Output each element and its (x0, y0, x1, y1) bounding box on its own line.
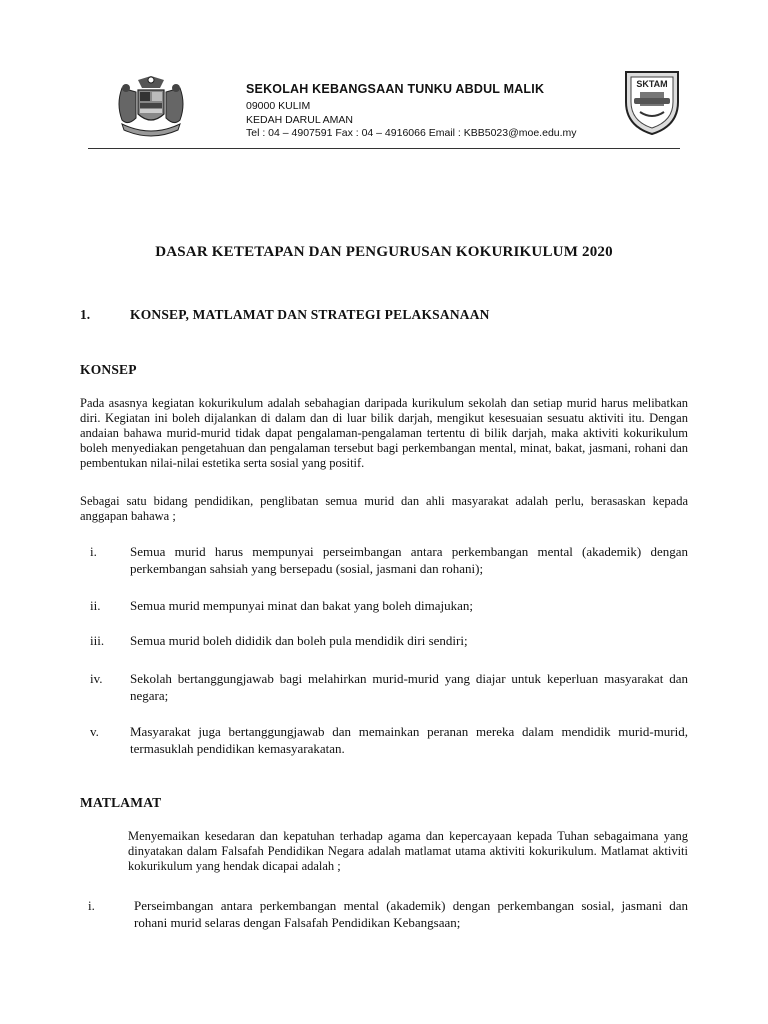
school-shield-icon (622, 68, 682, 138)
list-item-number: iii. (90, 633, 105, 648)
konsep-paragraph-2: Sebagai satu bidang pendidikan, penglibatan semua murid dan ahli masyarakat adalah perlu, berasaskan kepada anggapan bahawa ; (80, 494, 688, 523)
konsep-heading: KONSEP (80, 362, 137, 377)
list-item-number: i. (88, 898, 95, 913)
letterhead (246, 82, 577, 141)
address-line-2: KEDAH DARUL AMAN (246, 113, 353, 126)
konsep-paragraph-1: Pada asasnya kegiatan kokurikulum adalah sebahagian daripada kurikulum sekolah dan setiap murid harus melibatkan diri. Kegiatan ini boleh dijalankan di dalam dan di luar bilik darjah, mengikut kesesuaian sesuatu aktiviti itu. Dengan andaian bahawa murid-murid tidak dapat pengalaman-pengalaman tertentu di bilik darjah, maka aktiviti kokurikulum boleh menyediakan pengetahuan dan pengalaman tersebut bagi perkembangan mental, minat, bakat, jasmani, rohani dan pembentukan nilai-nilai estetika serta sosial yang positif. (80, 396, 688, 470)
list-item-number: i. (90, 544, 97, 559)
address-line-1: 09000 KULIM (246, 100, 311, 112)
list-item-text: Perseimbangan antara perkembangan mental (akademik) dengan perkembangan sosial, jasmani dan rohani murid selaras dengan Falsafah Pendidikan Kebangsaan; (134, 898, 688, 930)
list-item-number: iv. (90, 671, 103, 686)
list-item-text: Masyarakat juga bertanggungjawab dan memainkan peranan mereka dalam mendidik murid-murid, termasuklah pendidikan kemasyarakatan. (130, 724, 688, 756)
contact-line: Tel : 04 – 4907591 Fax : 04 – 4916066 Email : KBB5023@moe.edu.my (246, 127, 577, 139)
matlamat-heading: MATLAMAT (80, 795, 162, 810)
document-title: DASAR KETETAPAN DAN PENGURUSAN KOKURIKULUM 2020 (155, 244, 613, 260)
school-name: SEKOLAH KEBANGSAAN TUNKU ABDUL MALIK (246, 82, 545, 96)
letterhead-divider (88, 148, 680, 149)
shield-logo-text: SKTAM (636, 79, 668, 89)
list-item-text: Sekolah bertanggungjawab bagi melahirkan murid-murid yang diajar untuk keperluan masyarakat dan negara; (130, 671, 688, 703)
list-item-text: Semua murid mempunyai minat dan bakat yang boleh dimajukan; (130, 598, 473, 613)
coat-of-arms-icon (108, 74, 194, 142)
section-title: KONSEP, MATLAMAT DAN STRATEGI PELAKSANAAN (130, 307, 490, 322)
matlamat-paragraph: Menyemaikan kesedaran dan kepatuhan terhadap agama dan kepercayaan kepada Tuhan sebagaimana yang dinyatakan dalam Falsafah Pendidikan Negara adalah matlamat utama aktiviti kokurikulum. Matlamat aktiviti kokurikulum yang hendak dicapai adalah ; (128, 829, 688, 873)
list-item-number: v. (90, 724, 99, 739)
list-item-text: Semua murid harus mempunyai perseimbangan antara perkembangan mental (akademik) dengan perkembangan sahsiah yang bersepadu (sosial, jasmani dan rohani); (130, 544, 688, 576)
list-item-number: ii. (90, 598, 101, 613)
list-item-text: Semua murid boleh dididik dan boleh pula mendidik diri sendiri; (130, 633, 468, 648)
section-number: 1. (80, 307, 91, 322)
